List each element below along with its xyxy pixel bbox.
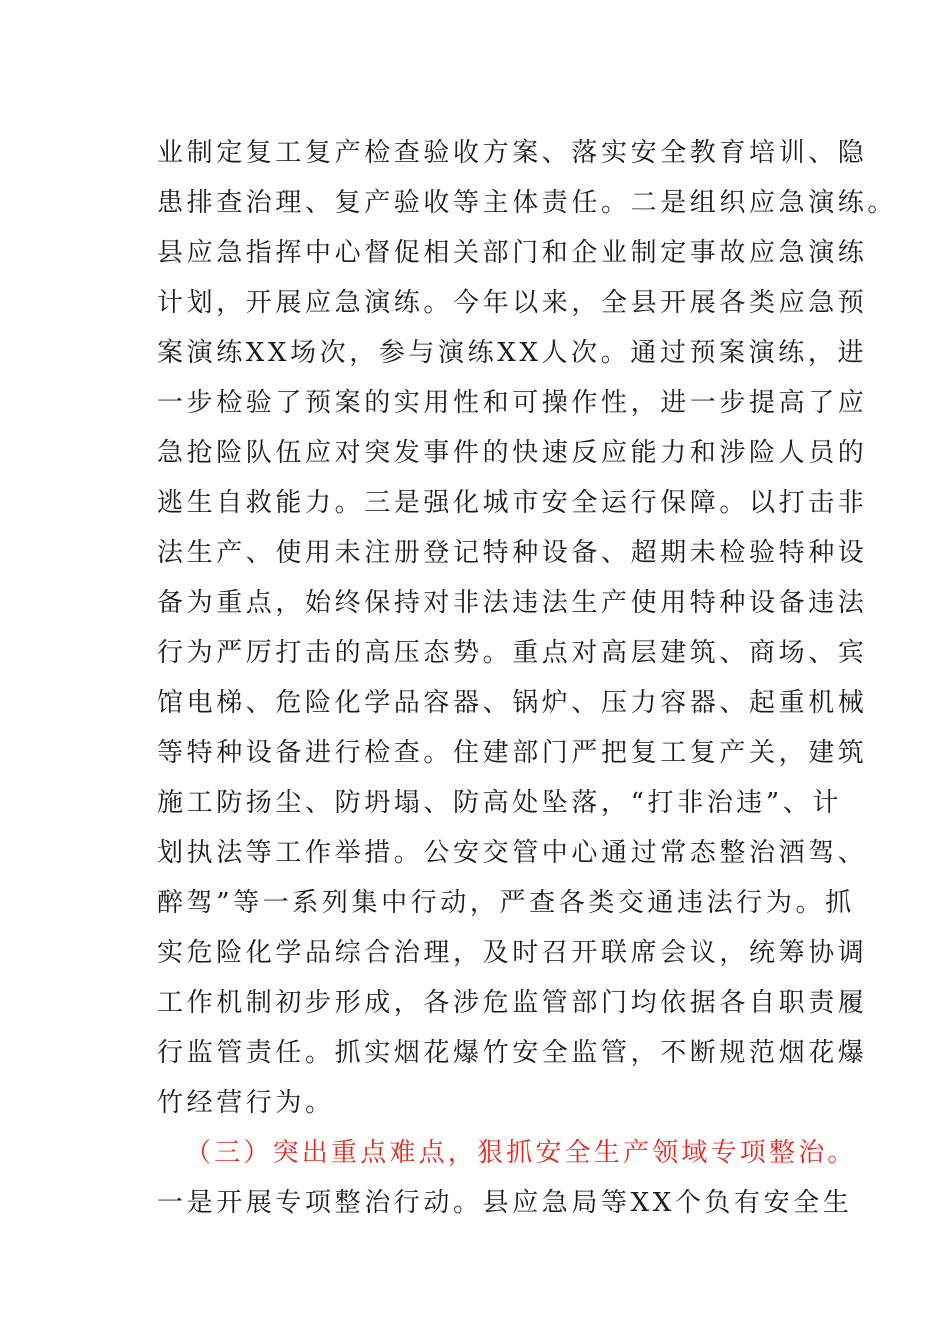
body-text-line: 竹经营行为。 (157, 1088, 335, 1118)
body-text-line: 法生产、使用未注册登记特种设备、超期未检验特种设 (157, 538, 868, 568)
body-text-line: 等特种设备进行检查。住建部门严把复工复产关，建筑 (157, 738, 868, 768)
body-text-line: 醉驾”等一系列集中行动，严查各类交通违法行为。抓 (157, 888, 855, 918)
body-text-line: 逃生自救能力。三是强化城市安全运行保障。以打击非 (157, 488, 868, 518)
body-text-line: 县应急指挥中心督促相关部门和企业制定事故应急演练 (157, 238, 868, 268)
body-text-line: 施工防扬尘、防坍塌、防高处坠落，“打非治违”、计 (157, 788, 842, 818)
body-text-line: 急抢险队伍应对突发事件的快速反应能力和涉险人员的 (157, 438, 868, 468)
body-text-line: 实危险化学品综合治理，及时召开联席会议，统筹协调 (157, 938, 868, 968)
body-text-line: 一是开展专项整治行动。县应急局等XX个负有安全生 (157, 1188, 853, 1218)
body-text-line: 划执法等工作举措。公安交管中心通过常态整治酒驾、 (157, 838, 868, 868)
body-text-line: 案演练XX场次，参与演练XX人次。通过预案演练，进 (157, 338, 868, 368)
body-text-line: 患排查治理、复产验收等主体责任。二是组织应急演练。 (157, 188, 898, 218)
body-text-line: 备为重点，始终保持对非法违法生产使用特种设备违法 (157, 588, 868, 618)
body-text-line: 馆电梯、危险化学品容器、锅炉、压力容器、起重机械 (157, 688, 868, 718)
body-text-line: 计划，开展应急演练。今年以来，全县开展各类应急预 (157, 288, 868, 318)
body-text-line: 一步检验了预案的实用性和可操作性，进一步提高了应 (157, 388, 868, 418)
section-heading: （三）突出重点难点，狠抓安全生产领域专项整治。 (185, 1138, 857, 1168)
body-text-line: 行为严厉打击的高压态势。重点对高层建筑、商场、宾 (157, 638, 868, 668)
body-text-line: 工作机制初步形成，各涉危监管部门均依据各自职责履 (157, 988, 868, 1018)
body-text-line: 行监管责任。抓实烟花爆竹安全监管，不断规范烟花爆 (157, 1038, 868, 1068)
body-text-line: 业制定复工复产检查验收方案、落实安全教育培训、隐 (157, 138, 868, 168)
